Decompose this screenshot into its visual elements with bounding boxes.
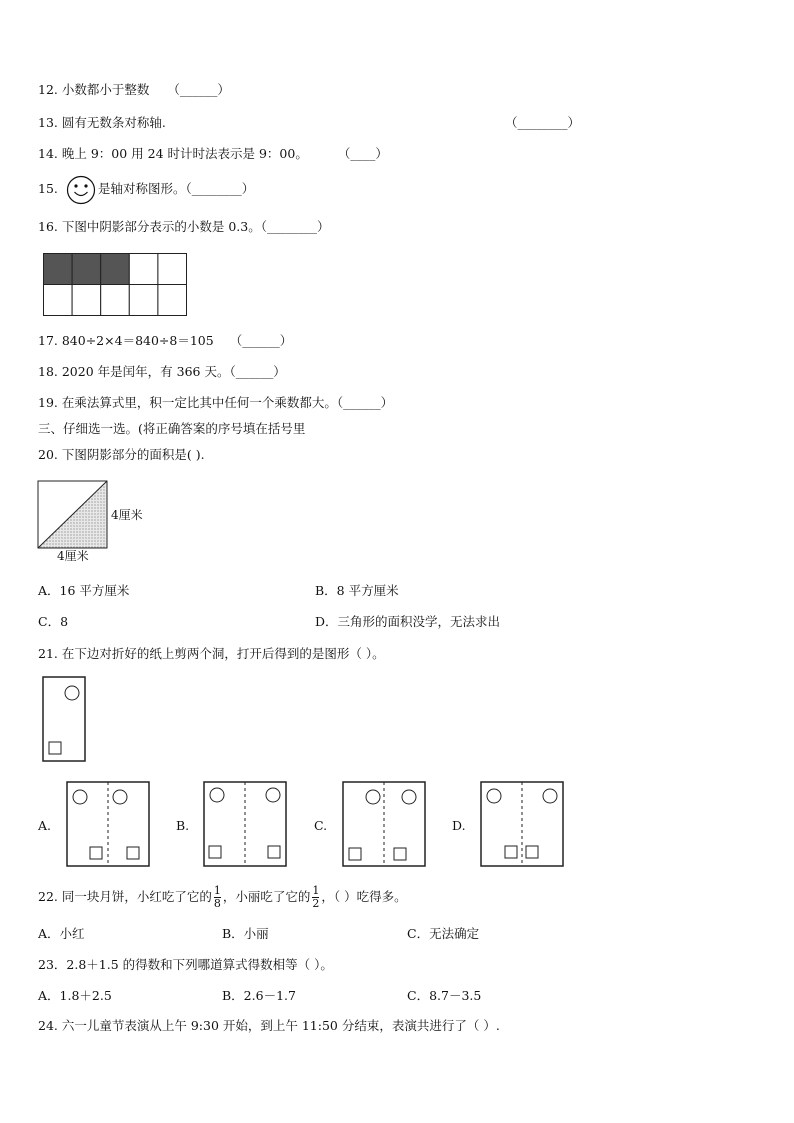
option-a-figure[interactable] xyxy=(66,781,150,867)
section-heading: 三、仔细选一选。(将正确答案的序号填在括号里 xyxy=(38,421,306,436)
option-a[interactable]: A．1.8＋2.5 xyxy=(38,988,112,1003)
question-text: 23．2.8＋1.5 的得数和下列哪道算式得数相等（ ）。 xyxy=(38,957,333,972)
question-text: 12. 小数都小于整数 xyxy=(38,82,150,97)
question-19 xyxy=(38,394,393,412)
option-c[interactable]: C．8.7－3.5 xyxy=(407,988,482,1003)
option-a-label[interactable]: A. xyxy=(38,818,52,833)
side-length-label: 4厘米 xyxy=(57,549,89,563)
question-18 xyxy=(38,363,286,381)
decimal-grid-figure xyxy=(43,253,189,317)
answer-bracket[interactable]: （____） xyxy=(337,146,388,161)
question-24 xyxy=(38,1017,500,1035)
option-a[interactable]: A．16 平方厘米 xyxy=(38,583,130,598)
answer-bracket[interactable]: （________） xyxy=(505,115,581,130)
question-text: 18. 2020 年是闰年，有 366 天。（______） xyxy=(38,364,286,379)
folded-paper-figure xyxy=(42,676,86,762)
question-text: 20. 下图阴影部分的面积是( ). xyxy=(38,447,205,462)
option-c-label[interactable]: C. xyxy=(314,818,328,833)
question-14 xyxy=(38,145,388,163)
fraction-one-half: $\frac{1}{2}$ xyxy=(312,884,320,910)
option-b[interactable]: B．2.6－1.7 xyxy=(222,988,296,1003)
question-13 xyxy=(38,114,166,132)
question-21 xyxy=(38,645,385,663)
option-d-figure[interactable] xyxy=(480,781,564,867)
question-text: 14. 晚上 9：00 用 24 时计时法表示是 9：00。 xyxy=(38,146,308,161)
option-c[interactable]: C．8 xyxy=(38,614,69,629)
question-17 xyxy=(38,332,292,350)
question-23 xyxy=(38,956,333,974)
option-c-figure[interactable] xyxy=(342,781,426,867)
side-length-label: 4厘米 xyxy=(111,508,143,522)
question-text: 24. 六一儿童节表演从上午 9:30 开始，到上午 11:50 分结束，表演共进行了（ ）. xyxy=(38,1018,500,1033)
option-b-figure[interactable] xyxy=(203,781,287,867)
question-text: 是轴对称图形。（________） xyxy=(98,181,255,196)
question-22: 22. 同一块月饼，小红吃了它的 $\frac{1}{8}$ ，小丽吃了它的 $\frac{1}{2}$ ，（ ）吃得多。 xyxy=(38,884,407,910)
square-triangle-figure xyxy=(37,480,109,550)
option-b[interactable]: B．8 平方厘米 xyxy=(315,583,399,598)
option-a[interactable]: A．小红 xyxy=(38,926,85,941)
question-number: 15. xyxy=(38,181,58,196)
option-d-label[interactable]: D. xyxy=(452,818,466,833)
question-16 xyxy=(38,218,329,236)
question-text: 19. 在乘法算式里，积一定比其中任何一个乘数都大。（______） xyxy=(38,395,394,410)
question-text: 16. 下图中阴影部分表示的小数是 0.3。（________） xyxy=(38,219,330,234)
answer-bracket[interactable]: （______） xyxy=(229,333,293,348)
option-d[interactable]: D．三角形的面积没学，无法求出 xyxy=(315,614,501,629)
question-text: 17. 840÷2×4＝840÷8＝105 xyxy=(38,333,214,348)
question-15 xyxy=(38,180,58,198)
fraction-one-eighth: $\frac{1}{8}$ xyxy=(213,884,221,910)
option-c[interactable]: C．无法确定 xyxy=(407,926,480,941)
question-12 xyxy=(38,81,230,99)
question-text: 13. 圆有无数条对称轴. xyxy=(38,115,166,130)
question-20 xyxy=(38,446,205,464)
option-b[interactable]: B．小丽 xyxy=(222,926,269,941)
answer-bracket[interactable]: （______） xyxy=(167,82,230,97)
option-b-label[interactable]: B. xyxy=(176,818,190,833)
smiley-face-icon xyxy=(66,175,96,205)
question-text: 21. 在下边对折好的纸上剪两个洞，打开后得到的是图形（ ）。 xyxy=(38,646,385,661)
